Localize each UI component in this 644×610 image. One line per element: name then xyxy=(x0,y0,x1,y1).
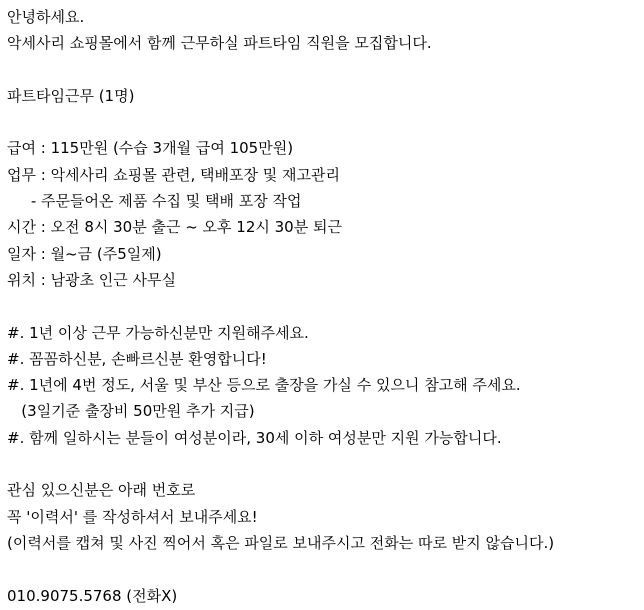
note-line-1: #. 1년 이상 근무 가능하신분만 지원해주세요. xyxy=(7,323,309,342)
details-section xyxy=(7,135,638,293)
contact-line-2: 꼭 '이력서' 를 작성하셔서 보내주세요! xyxy=(7,507,258,526)
position-title-line: 파트타임근무 (1명) xyxy=(7,86,135,105)
duty-detail-line: - 주문들어온 제품 수집 및 택배 포장 작업 xyxy=(7,192,302,211)
phone-number: 010.9075.5768 (전화X) xyxy=(7,586,178,605)
position-section xyxy=(7,83,638,109)
intro-section xyxy=(7,4,638,57)
contact-line-1: 관심 있으신분은 아래 번호로 xyxy=(7,481,196,500)
note-line-2: #. 꼼꼼하신분, 손빠르신분 환영합니다! xyxy=(7,349,267,368)
location-line: 위치 : 남광초 인근 사무실 xyxy=(7,270,177,289)
days-line: 일자 : 월~금 (주5일제) xyxy=(7,244,162,263)
note-line-3-sub: (3일기준 출장비 50만원 추가 지급) xyxy=(7,402,255,421)
notes-section xyxy=(7,320,638,451)
phone-section xyxy=(7,583,638,609)
intro-summary-line: 악세사리 쇼핑몰에서 함께 근무하실 파트타임 직원을 모집합니다. xyxy=(7,34,432,53)
greeting-line: 안녕하세요. xyxy=(7,8,85,26)
note-line-4: #. 함께 일하시는 분들이 여성분이라, 30세 이하 여성분만 지원 가능합니다. xyxy=(7,428,502,447)
hours-line: 시간 : 오전 8시 30분 출근 ~ 오후 12시 30분 퇴근 xyxy=(7,218,342,237)
contact-section xyxy=(7,477,638,556)
salary-line: 급여 : 115만원 (수습 3개월 급여 105만원) xyxy=(7,139,294,158)
duty-line: 업무 : 악세사리 쇼핑몰 관련, 택배포장 및 재고관리 xyxy=(7,165,341,184)
contact-line-3: (이력서를 캡쳐 및 사진 찍어서 혹은 파일로 보내주시고 전화는 따로 받지 않습니다.) xyxy=(7,533,555,552)
note-line-3: #. 1년에 4번 정도, 서울 및 부산 등으로 출장을 가실 수 있으니 참고해 주세요. xyxy=(7,376,521,395)
